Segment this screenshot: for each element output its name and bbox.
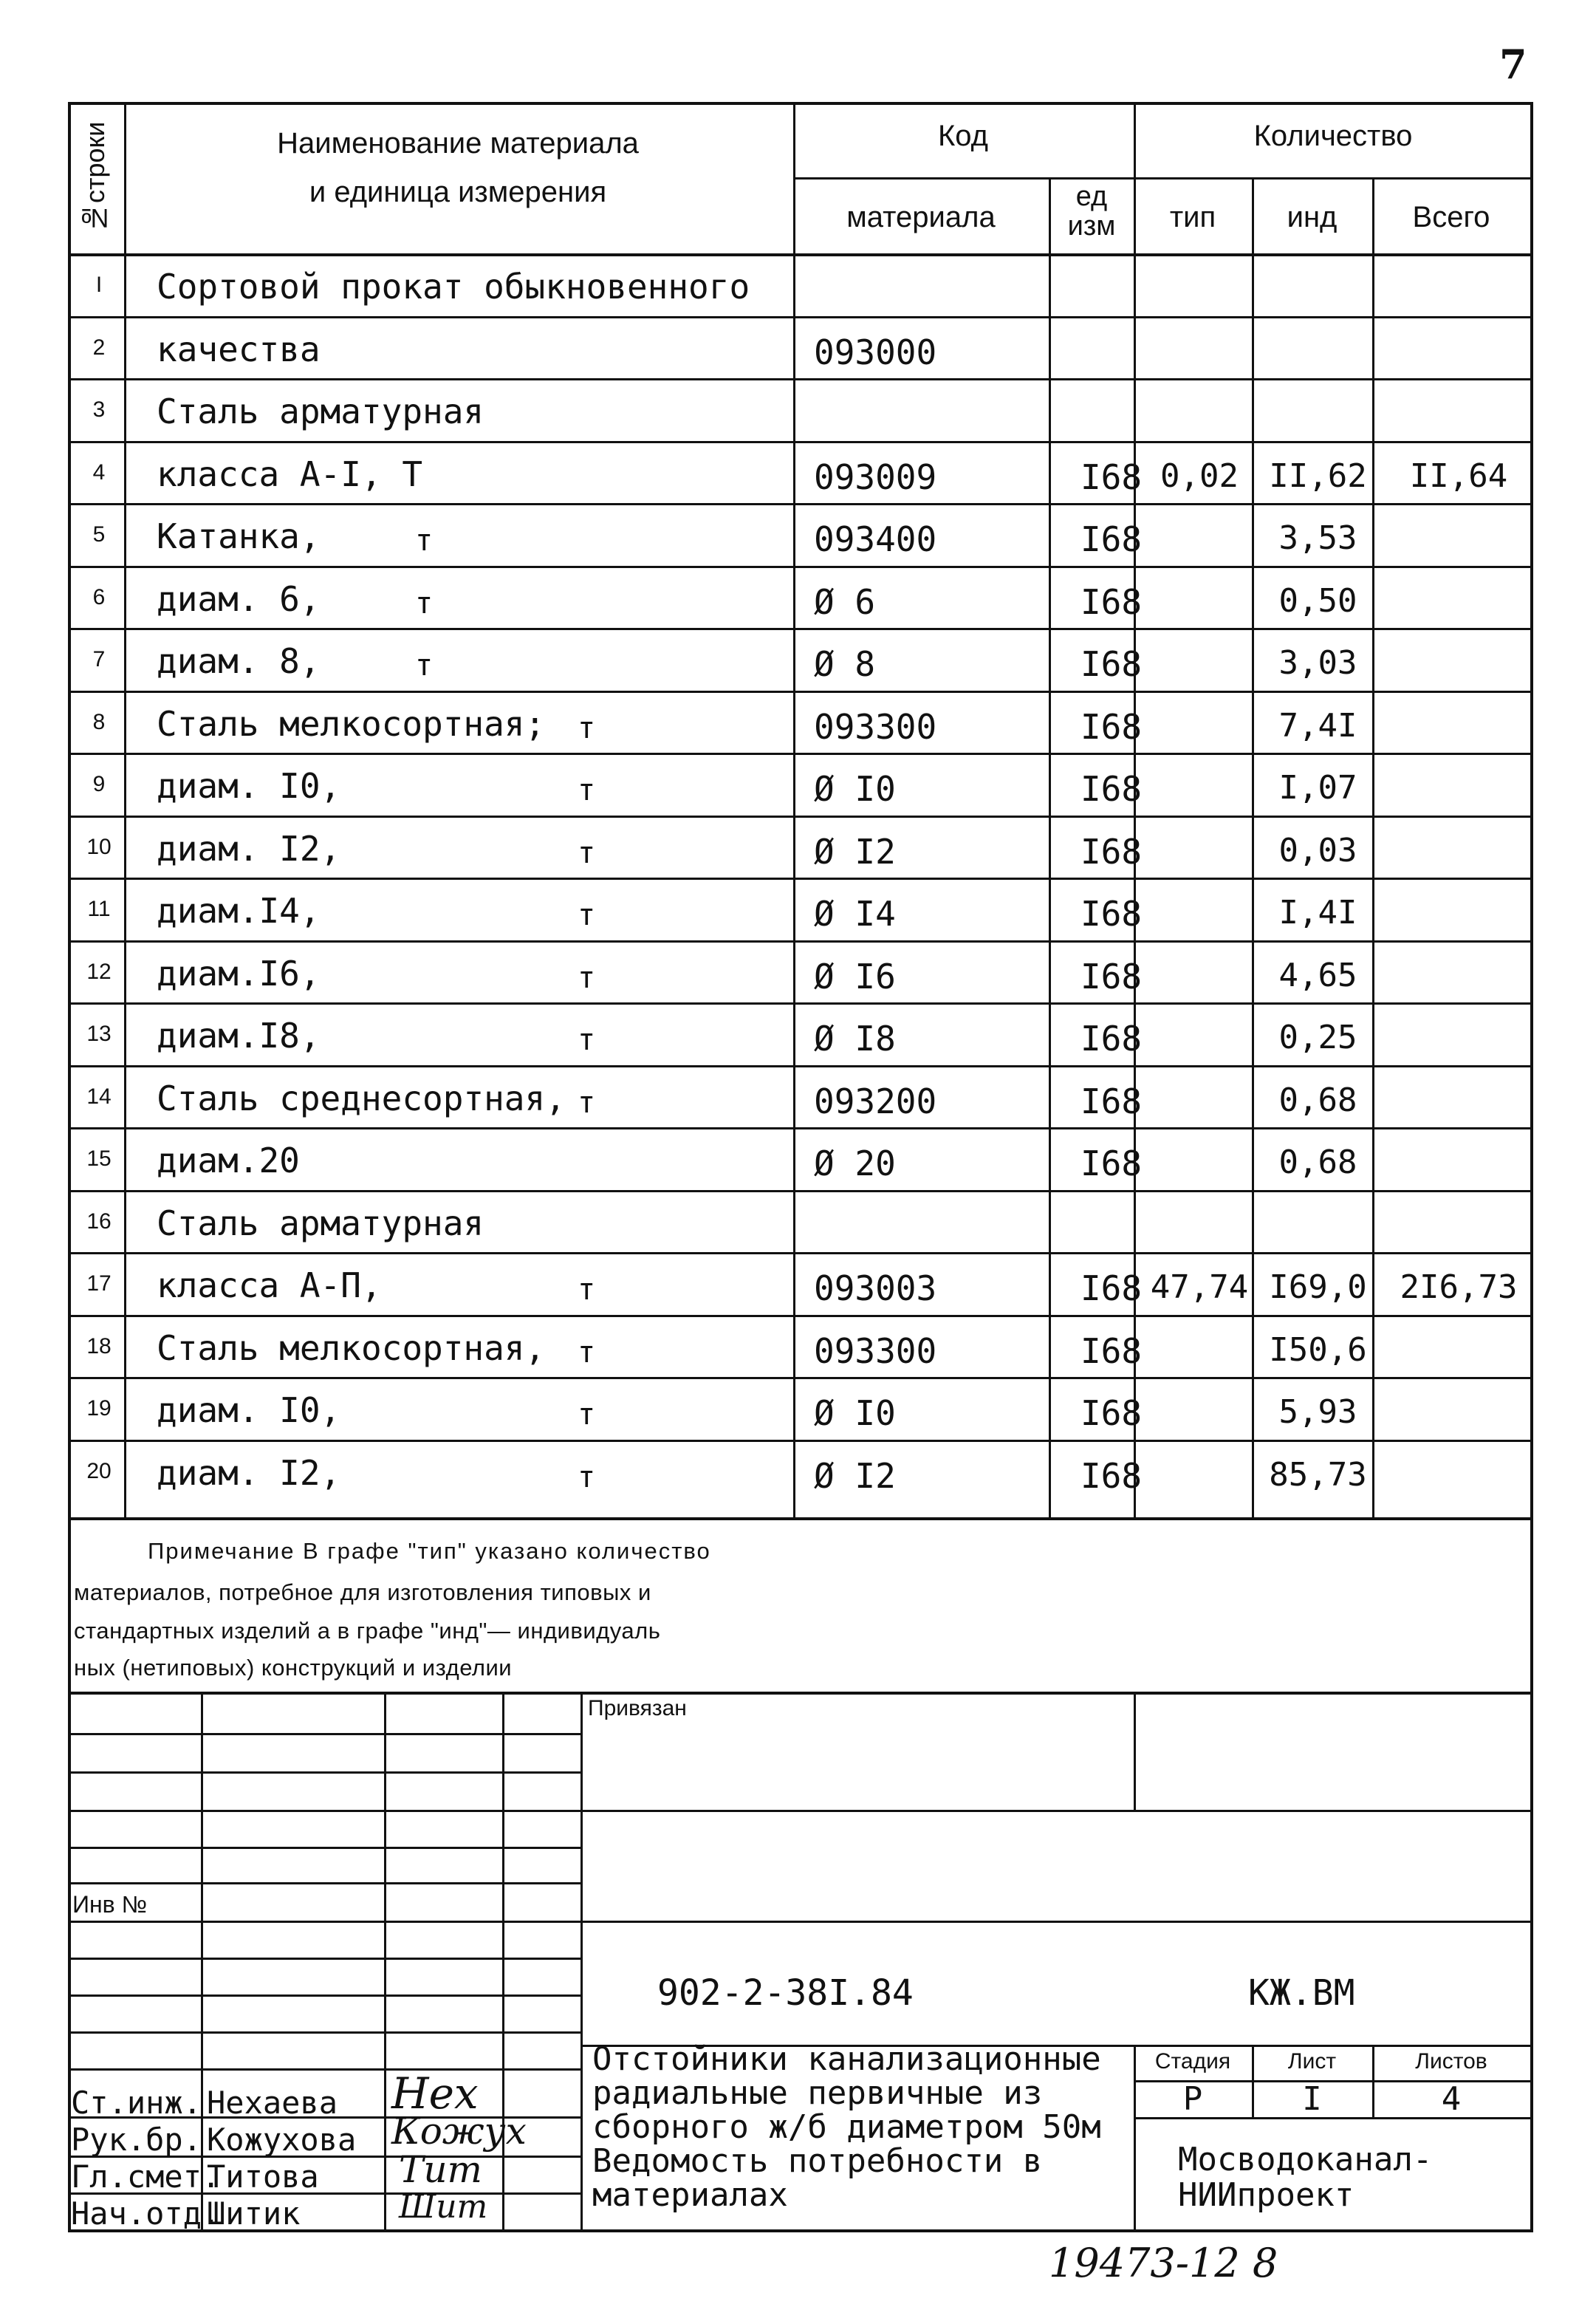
unit-code: I68: [1080, 1330, 1143, 1371]
qty-ind-header: инд: [1287, 201, 1338, 233]
table-row: [68, 442, 1530, 504]
material-unit: т: [578, 898, 596, 932]
material-name: диам. I2,: [157, 828, 341, 869]
material-code: 093003: [814, 1268, 937, 1308]
sheets-label: Листов: [1415, 2049, 1487, 2074]
signer-name-1: Нехаева: [207, 2085, 338, 2121]
row-number: 14: [86, 1084, 112, 1109]
table-row: [68, 380, 1530, 441]
row-number: 16: [86, 1209, 112, 1234]
organization-line1: Мосводоканал-: [1178, 2141, 1433, 2178]
table-row: [68, 754, 1530, 816]
material-unit: т: [578, 1398, 596, 1432]
material-code: 093200: [814, 1081, 937, 1121]
code-unit-header: ед изм: [1067, 181, 1116, 242]
qty-ind: 0,68: [1278, 1144, 1357, 1181]
material-name: Сталь арматурная: [157, 1203, 484, 1243]
qty-ind: I50,6: [1269, 1330, 1367, 1369]
unit-code: I68: [1080, 457, 1143, 497]
table-row: [68, 1254, 1530, 1315]
material-name: Сталь мелкосортная;: [157, 703, 546, 744]
row-number: 11: [87, 897, 111, 921]
signature-3: Тит: [399, 2148, 482, 2191]
row-number: 20: [86, 1458, 112, 1483]
row-number-header: №строки: [80, 121, 110, 233]
note-line3: стандартных изделий а в графе "инд"— индивидуаль: [74, 1618, 661, 1644]
material-code: Ø I2: [814, 1455, 896, 1496]
title-line3: сборного ж/б диаметром 50м: [592, 2108, 1101, 2146]
unit-code: I68: [1080, 706, 1143, 747]
unit-code: I68: [1080, 769, 1143, 809]
note-line1: Примечание В графе "тип" указано количество: [148, 1538, 711, 1564]
material-code: Ø 8: [814, 644, 876, 684]
code-material-header: материала: [846, 201, 996, 233]
qty-ind: 0,25: [1278, 1019, 1357, 1056]
stage-value: Р: [1182, 2080, 1203, 2118]
qty-type: 0,02: [1160, 457, 1239, 495]
table-row: [68, 1067, 1530, 1128]
qty-type-header: тип: [1169, 201, 1216, 233]
material-code: Ø I6: [814, 956, 896, 997]
material-code: Ø 6: [814, 581, 876, 622]
row-number: 3: [92, 397, 106, 422]
material-name: Сталь среднесортная,: [157, 1078, 566, 1118]
material-unit: т: [415, 524, 434, 558]
row-number: 7: [92, 647, 106, 671]
row-number: 4: [92, 459, 106, 485]
material-name: диам.I6,: [157, 953, 321, 994]
signature-4: Шит: [399, 2188, 488, 2226]
unit-code: I68: [1080, 956, 1143, 997]
note-line2: материалов, потребное для изготовления типовых и: [74, 1579, 651, 1605]
material-code: Ø I4: [814, 894, 896, 934]
unit-code: I68: [1080, 644, 1143, 684]
material-unit: т: [415, 586, 434, 621]
row-number: 13: [86, 1022, 112, 1046]
qty-ind: 3,03: [1278, 644, 1357, 682]
material-unit: т: [578, 1273, 596, 1307]
qty-ind: 85,73: [1269, 1455, 1367, 1494]
material-code: 093300: [814, 706, 937, 747]
title-line1: Отстойники канализационные: [592, 2040, 1101, 2078]
material-unit: т: [578, 773, 596, 807]
code-group-header: Код: [937, 120, 988, 152]
unit-code: I68: [1080, 1144, 1143, 1183]
table-row: [68, 817, 1530, 878]
document-code: 902-2-38I.84: [657, 1972, 914, 2014]
qty-total-header: Всего: [1412, 201, 1490, 233]
unit-code: I68: [1080, 1455, 1143, 1496]
material-code: Ø I0: [814, 1393, 896, 1433]
table-row: [68, 1192, 1530, 1253]
privyazan-label: Привязан: [588, 1696, 687, 1720]
material-name: класса А-I, Т: [157, 454, 423, 494]
material-name: диам.I8,: [157, 1016, 321, 1056]
qty-type: 47,74: [1150, 1268, 1249, 1306]
unit-code: I68: [1080, 1081, 1143, 1121]
material-code: 093400: [814, 519, 937, 559]
page-number: 7: [1499, 41, 1527, 88]
material-name: Сталь мелкосортная,: [157, 1327, 546, 1368]
signer-role-4: Нач.отд.: [71, 2195, 221, 2232]
row-number: 5: [92, 522, 106, 547]
signer-name-3: Титова: [207, 2158, 319, 2195]
table-row: [68, 1378, 1530, 1440]
material-code: Ø I8: [814, 1019, 896, 1059]
material-unit: т: [578, 960, 596, 995]
inventory-number-label: Инв №: [72, 1891, 147, 1918]
table-row: [68, 505, 1530, 566]
unit-code: I68: [1080, 831, 1143, 872]
table-row: [68, 1316, 1530, 1378]
name-header-line2: и единица измерения: [309, 176, 607, 208]
qty-ind: I69,0: [1269, 1268, 1367, 1306]
qty-ind: II,62: [1269, 457, 1367, 495]
material-code: Ø I2: [814, 831, 896, 872]
table-row: [68, 879, 1530, 940]
row-number: 17: [86, 1271, 112, 1296]
row-number: 8: [92, 709, 106, 734]
qty-ind: 0,50: [1278, 581, 1357, 620]
material-unit: т: [578, 711, 596, 745]
row-number: 6: [92, 584, 106, 609]
stage-label: Стадия: [1154, 2049, 1231, 2074]
material-name: диам. I0,: [157, 766, 341, 806]
material-name: диам. I0,: [157, 1390, 341, 1430]
unit-code: I68: [1080, 1268, 1143, 1308]
qty-ind: 7,4I: [1278, 706, 1357, 745]
material-unit: т: [578, 1085, 596, 1120]
unit-code: I68: [1080, 1393, 1143, 1433]
signer-name-2: Кожухова: [207, 2122, 357, 2158]
table-row: [68, 1129, 1530, 1190]
row-number: I: [95, 273, 103, 297]
table-row: [68, 318, 1530, 379]
qty-ind: I,07: [1278, 769, 1357, 807]
table-row: [68, 567, 1530, 629]
material-name: класса А-П,: [157, 1265, 382, 1305]
sheets-value: 4: [1441, 2080, 1462, 2118]
organization-line2: НИИпроект: [1178, 2176, 1354, 2214]
material-unit: т: [578, 1335, 596, 1370]
row-number: 12: [86, 959, 112, 984]
sheet-value: I: [1302, 2080, 1322, 2118]
qty-ind: I,4I: [1278, 894, 1357, 932]
table-row: [68, 255, 1530, 316]
material-code: Ø 20: [814, 1144, 896, 1183]
qty-ind: 0,68: [1278, 1081, 1357, 1119]
table-row: [68, 692, 1530, 753]
title-line2: радиальные первичные из: [592, 2074, 1043, 2112]
qty-ind: 3,53: [1278, 519, 1357, 557]
qty-total: II,64: [1409, 457, 1508, 495]
table-row: [68, 1441, 1530, 1503]
name-header-line1: Наименование материала: [277, 127, 639, 160]
qty-ind: 4,65: [1278, 956, 1357, 994]
signer-role-3: Гл.смет.: [71, 2158, 221, 2195]
material-code: 093300: [814, 1330, 937, 1371]
material-unit: т: [415, 649, 434, 683]
material-unit: т: [578, 1460, 596, 1494]
unit-code: I68: [1080, 581, 1143, 622]
sheet-label: Лист: [1287, 2049, 1337, 2074]
material-name: диам. 8,: [157, 641, 321, 681]
material-name: диам.I4,: [157, 891, 321, 931]
material-name: качества: [157, 329, 321, 369]
title-line5: материалах: [592, 2176, 788, 2214]
material-code: 093000: [814, 332, 937, 372]
material-name: Сталь арматурная: [157, 392, 484, 431]
row-number: 10: [86, 834, 112, 859]
signer-name-4: Шитик: [207, 2195, 301, 2232]
table-row: [68, 629, 1530, 691]
row-number: 9: [92, 772, 106, 796]
unit-code: I68: [1080, 894, 1143, 934]
row-number: 15: [86, 1146, 112, 1171]
table-row: [68, 942, 1530, 1003]
document-mark: КЖ.ВМ: [1248, 1972, 1355, 2014]
title-line4: Ведомость потребности в: [592, 2142, 1043, 2180]
qty-total: 2I6,73: [1400, 1268, 1518, 1306]
material-unit: т: [578, 835, 596, 870]
signer-role-1: Ст.инж.: [71, 2085, 202, 2121]
material-name: диам.20: [157, 1141, 300, 1180]
row-number: 19: [86, 1396, 112, 1421]
archive-number: 19473-12 8: [1049, 2240, 1278, 2286]
row-number: 18: [86, 1333, 112, 1358]
unit-code: I68: [1080, 1019, 1143, 1059]
quantity-group-header: Количество: [1253, 120, 1413, 152]
qty-ind: 0,03: [1278, 831, 1357, 869]
note-line4: ных (нетиповых) конструкций и изделии: [74, 1655, 513, 1681]
unit-code: I68: [1080, 519, 1143, 559]
material-name: Катанка,: [157, 516, 321, 556]
signature-2: Кожух: [391, 2110, 527, 2153]
material-name: Сортовой прокат обыкновенного: [157, 267, 750, 307]
row-number: 2: [92, 335, 106, 360]
material-unit: т: [578, 1023, 596, 1057]
material-name: диам. I2,: [157, 1452, 341, 1493]
qty-ind: 5,93: [1278, 1393, 1357, 1431]
signer-role-2: Рук.бр.: [71, 2122, 202, 2158]
material-code: Ø I0: [814, 769, 896, 809]
table-row: [68, 1004, 1530, 1065]
signature-1: Нех: [391, 2068, 479, 2119]
material-name: диам. 6,: [157, 578, 321, 619]
material-code: 093009: [814, 457, 937, 497]
